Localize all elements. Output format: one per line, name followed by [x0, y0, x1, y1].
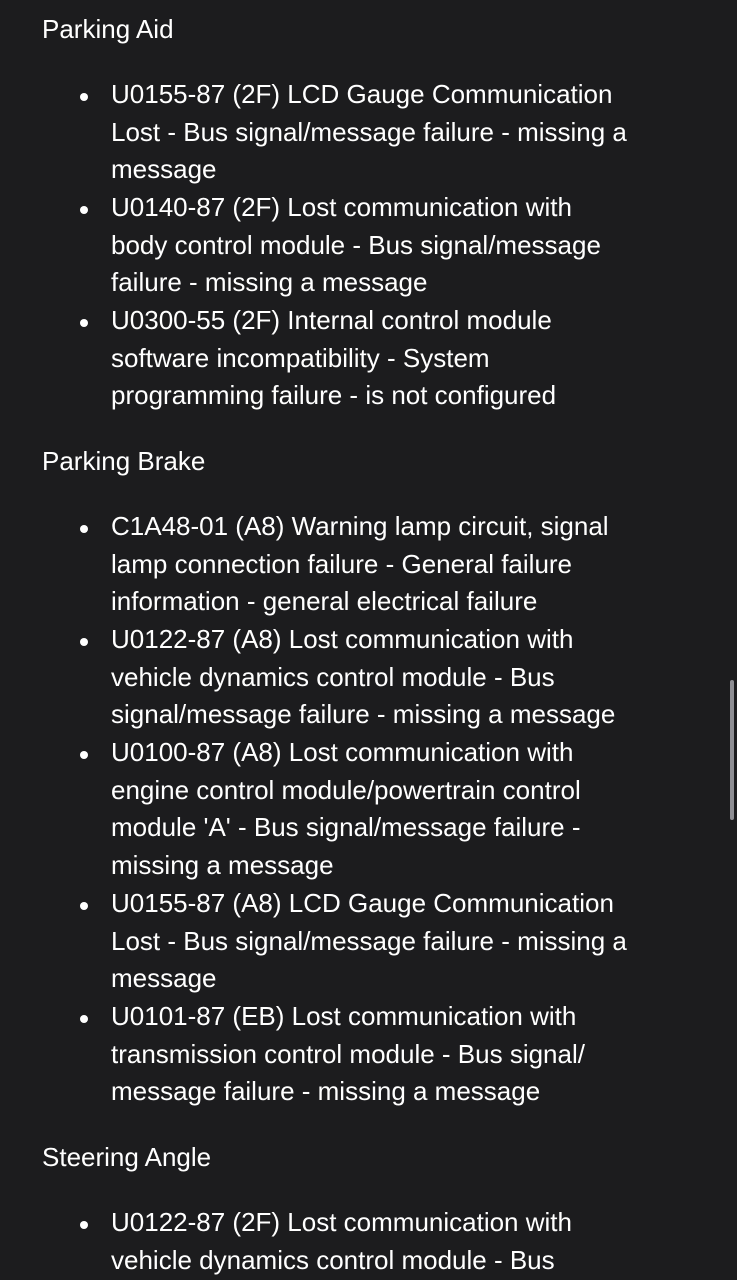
bullet-icon [80, 638, 88, 646]
bullet-icon [80, 1221, 88, 1229]
list-item-text: U0100-87 (A8) Lost communication with engine control module/powertrain control module 'A' - Bus signal/message failure - missing a message [111, 737, 581, 881]
bullet-icon [80, 93, 88, 101]
section-title-parking-brake: Parking Brake [42, 446, 206, 476]
list-item-text: U0155-87 (2F) LCD Gauge Communication Lost - Bus signal/message failure - missing a message [111, 79, 627, 185]
list-item-text: C1A48-01 (A8) Warning lamp circuit, signal lamp connection failure - General failure information - general electrical failure [111, 511, 609, 617]
list-item-text: U0300-55 (2F) Internal control module software incompatibility - System programming failure - is not configured [111, 305, 557, 411]
bullet-icon [80, 1015, 88, 1023]
list-item-text: U0122-87 (A8) Lost communication with vehicle dynamics control module - Bus signal/message failure - missing a message [111, 624, 616, 730]
bullet-icon [80, 319, 88, 327]
list-item-text: U0122-87 (2F) Lost communication with vehicle dynamics control module - Bus [111, 1207, 572, 1275]
list-item-text: U0140-87 (2F) Lost communication with body control module - Bus signal/message failure - missing a message [111, 192, 601, 298]
section-title-parking-aid: Parking Aid [42, 14, 174, 44]
section-title-steering-angle: Steering Angle [42, 1142, 212, 1172]
bullet-icon [80, 902, 88, 910]
bullet-icon [80, 751, 88, 759]
bullet-icon [80, 206, 88, 214]
list-item-text: U0101-87 (EB) Lost communication with transmission control module - Bus signal/ message failure - missing a message [111, 1001, 585, 1107]
bullet-icon [80, 525, 88, 533]
scrollbar[interactable] [730, 680, 734, 820]
list-item-text: U0155-87 (A8) LCD Gauge Communication Lost - Bus signal/message failure - missing a message [111, 888, 627, 994]
